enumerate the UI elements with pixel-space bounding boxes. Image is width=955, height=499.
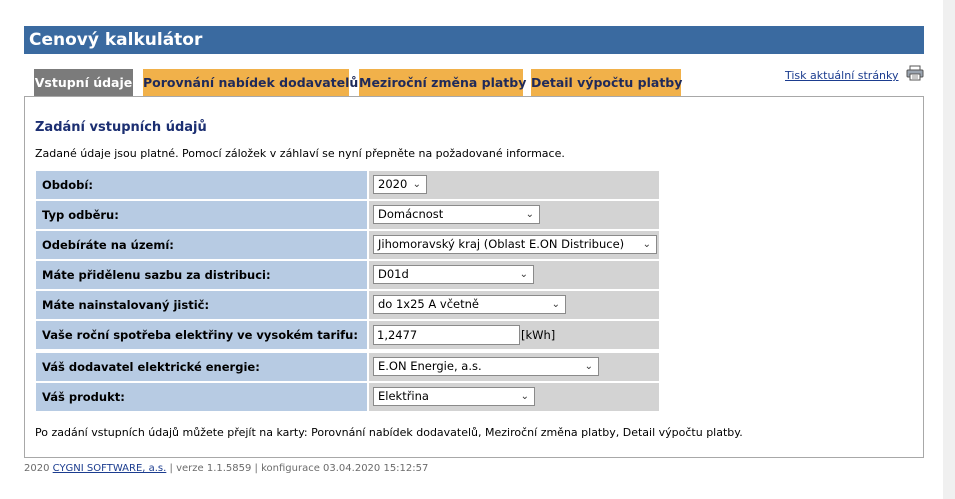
product-value: Elektřina	[378, 389, 429, 403]
region-cell	[369, 231, 659, 259]
breaker-select[interactable]	[373, 295, 566, 314]
supplier-cell	[369, 353, 659, 381]
tab-input-data[interactable]: Vstupní údaje	[34, 69, 133, 97]
row-supplier	[36, 353, 659, 381]
breaker-cell	[369, 291, 659, 319]
rate-select[interactable]	[373, 265, 534, 284]
period-value: 2020	[378, 177, 408, 191]
footer	[24, 463, 428, 474]
type-value: Domácnost	[378, 207, 444, 221]
chevron-down-icon: ⌄	[551, 299, 560, 310]
row-region	[36, 231, 659, 259]
page-edge-strip	[943, 0, 955, 499]
row-period	[36, 171, 659, 199]
type-cell	[369, 201, 659, 229]
footer-year: 2020	[24, 463, 50, 474]
footer-version: | verze 1.1.5859 | konfigurace 03.04.2020 15:12:57	[169, 463, 429, 474]
printer-icon[interactable]	[906, 65, 924, 81]
chevron-down-icon: ⌄	[525, 209, 534, 220]
product-label: Váš produkt:	[36, 383, 367, 411]
supplier-select[interactable]	[373, 357, 599, 376]
product-cell	[369, 383, 659, 411]
tab-payment-detail[interactable]: Detail výpočtu platby	[531, 69, 681, 97]
page-title: Cenový kalkulátor	[24, 26, 924, 54]
product-select[interactable]	[373, 387, 535, 406]
region-value: Jihomoravský kraj (Oblast E.ON Distribuce)	[378, 237, 625, 251]
chevron-down-icon: ⌄	[520, 391, 529, 402]
print-page-link[interactable]: Tisk aktuální stránky	[785, 69, 899, 82]
consumption-unit: [kWh]	[521, 328, 556, 342]
section-intro: Zadané údaje jsou platné. Pomocí záložek v záhlaví se nyní přepněte na požadované informace.	[35, 147, 565, 160]
supplier-value: E.ON Energie, a.s.	[378, 359, 482, 373]
section-title: Zadání vstupních údajů	[35, 120, 207, 135]
rate-label: Máte přidělenu sazbu za distribuci:	[36, 261, 367, 289]
chevron-down-icon: ⌄	[642, 239, 651, 250]
row-breaker	[36, 291, 659, 319]
outro-text: Po zadání vstupních údajů můžete přejít na karty: Porovnání nabídek dodavatelů, Meziroční změna platby, Detail výpočtu platby.	[35, 426, 743, 439]
row-consumption	[36, 321, 659, 349]
consumption-label: Vaše roční spotřeba elektřiny ve vysokém tarifu:	[36, 321, 367, 349]
type-select[interactable]	[373, 205, 540, 224]
chevron-down-icon: ⌄	[584, 361, 593, 372]
row-rate	[36, 261, 659, 289]
breaker-label: Máte nainstalovaný jistič:	[36, 291, 367, 319]
supplier-label: Váš dodavatel elektrické energie:	[36, 353, 367, 381]
tab-supplier-comparison[interactable]: Porovnání nabídek dodavatelů	[143, 69, 349, 97]
breaker-value: do 1x25 A včetně	[378, 297, 480, 311]
period-select[interactable]	[373, 175, 427, 194]
period-label: Období:	[36, 171, 367, 199]
chevron-down-icon: ⌄	[519, 269, 528, 280]
row-type	[36, 201, 659, 229]
rate-cell	[369, 261, 659, 289]
consumption-cell	[369, 321, 659, 349]
input-panel	[24, 96, 924, 458]
consumption-input[interactable]: 1,2477	[373, 325, 520, 345]
period-cell	[369, 171, 659, 199]
rate-value: D01d	[378, 267, 409, 281]
region-select[interactable]	[373, 235, 657, 254]
row-product	[36, 383, 659, 411]
type-label: Typ odběru:	[36, 201, 367, 229]
company-link[interactable]: CYGNI SOFTWARE, a.s.	[52, 463, 167, 474]
region-label: Odebíráte na území:	[36, 231, 367, 259]
tab-yearly-change[interactable]: Meziroční změna platby	[359, 69, 523, 97]
chevron-down-icon: ⌄	[412, 179, 421, 190]
